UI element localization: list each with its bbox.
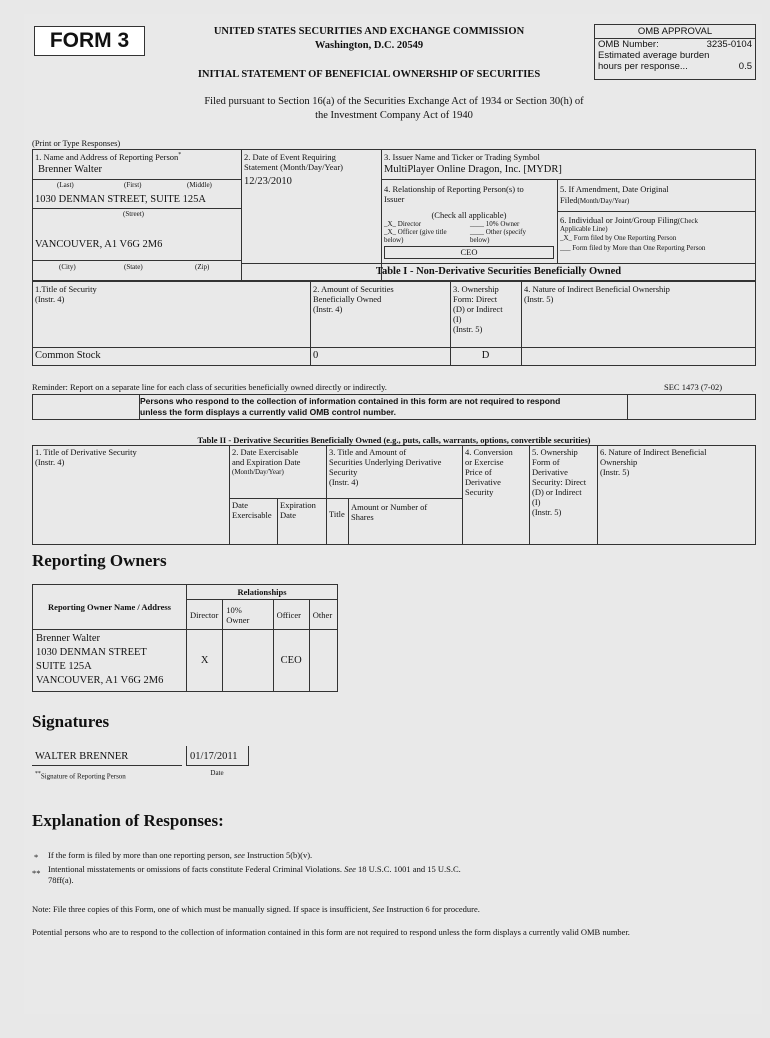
- check-all-label: (Check all applicable): [431, 210, 507, 220]
- omb-number-value: 3235-0104: [706, 39, 752, 50]
- persons-notice-line2: unless the form displays a currently valid OMB control number.: [140, 407, 397, 417]
- omb-burden-line2: hours per response...: [598, 61, 688, 72]
- t1-col1-header: 1.Title of Security (Instr. 4): [35, 284, 97, 304]
- file-note: Note: File three copies of this Form, one of which must be manually signed. If space is insufficient, See Instruction 6 for procedure.: [32, 904, 480, 914]
- reporting-person-name: Brenner Walter: [38, 164, 102, 175]
- ten-percent-owner-checkbox[interactable]: ____ 10% Owner: [470, 220, 520, 228]
- reporting-owners-table: [32, 584, 338, 692]
- reporting-owners-heading: Reporting Owners: [32, 551, 167, 570]
- t2-col1-header: 1. Title of Derivative Security (Instr. 4): [35, 447, 137, 467]
- t2-col2-header: 2. Date Exercisable and Expiration Date (Month/Day/Year): [232, 447, 301, 476]
- print-note: (Print or Type Responses): [32, 138, 121, 148]
- t1-col3-header: 3. Ownership Form: Direct (D) or Indirect (I) (Instr. 5): [453, 284, 503, 334]
- page-title: INITIAL STATEMENT OF BENEFICIAL OWNERSHIP OF SECURITIES: [197, 69, 541, 80]
- note1-text: If the form is filed by more than one reporting person, see Instruction 5(b)(v).: [48, 850, 313, 860]
- event-date-value: 12/23/2010: [244, 176, 292, 187]
- t1-row-security: Common Stock: [35, 350, 101, 361]
- zip-label: (Zip): [195, 263, 210, 271]
- officer-header: Officer: [273, 600, 309, 630]
- box6-label: 6. Individual or Joint/Group Filing(Check: [560, 215, 699, 225]
- director-checkbox[interactable]: _X_ Director: [384, 220, 422, 228]
- agency-name: UNITED STATES SECURITIES AND EXCHANGE COMMISSION: [213, 26, 525, 37]
- t2-col3-amount: Amount or Number of Shares: [351, 502, 428, 522]
- owner-address: Brenner Walter 1030 DENMAN STREET SUITE 125A VANCOUVER, A1 V6G 2M6: [33, 630, 187, 692]
- signatures-heading: Signatures: [32, 712, 110, 731]
- form-3-document: [24, 14, 762, 1014]
- t1-col4-header: 4. Nature of Indirect Beneficial Ownership (Instr. 5): [524, 284, 670, 304]
- t2-col3-title: Title: [329, 509, 345, 519]
- potential-persons-note: Potential persons who are to respond to the collection of information contained in this form are not required to respond unless the form displays a currently valid OMB number.: [32, 927, 630, 937]
- t2-col2-expiration-date: Expiration Date: [280, 500, 316, 520]
- signature-label: **Signature of Reporting Person: [35, 771, 126, 781]
- omb-title: OMB APPROVAL: [595, 25, 755, 39]
- ten-percent-owner-header: 10% Owner: [223, 600, 273, 630]
- box4-label-line2: Issuer: [384, 194, 405, 204]
- box1-label: 1. Name and Address of Reporting Person*: [35, 152, 182, 162]
- box5-label-line1: 5. If Amendment, Date Original: [560, 184, 669, 194]
- date-label: Date: [210, 769, 224, 777]
- omb-burden-value: 0.5: [738, 61, 752, 72]
- t2-col6-header: 6. Nature of Indirect Beneficial Ownership (Instr. 5): [600, 447, 707, 477]
- note1-mark: *: [34, 852, 39, 862]
- state-label: (State): [124, 263, 143, 271]
- box4-label-line1: 4. Relationship of Reporting Person(s) to: [384, 184, 524, 194]
- middle-label: (Middle): [187, 181, 212, 189]
- street-label: (Street): [123, 210, 144, 218]
- omb-approval-box: [594, 24, 756, 80]
- first-label: (First): [124, 181, 142, 189]
- officer-title-value: CEO: [384, 246, 554, 259]
- box6-line2: Applicable Line): [560, 225, 608, 233]
- director-value: X: [187, 630, 223, 692]
- t2-col3-header: 3. Title and Amount of Securities Underlying Derivative Security (Instr. 4): [329, 447, 442, 487]
- reminder-text: Reminder: Report on a separate line for each class of securities beneficially owned directly or indirectly.: [32, 382, 387, 392]
- omb-number-label: OMB Number:: [598, 39, 659, 50]
- filed-pursuant-line1: Filed pursuant to Section 16(a) of the Securities Exchange Act of 1934 or Section 30(h) of: [204, 96, 584, 107]
- other-checkbox[interactable]: ____ Other (specify: [470, 228, 526, 236]
- owner-name-header: Reporting Owner Name / Address: [33, 585, 187, 630]
- reporting-person-address: 1030 DENMAN STREET, SUITE 125A: [35, 194, 207, 205]
- officer-value: CEO: [273, 630, 309, 692]
- other-header: Other: [309, 600, 337, 630]
- officer-below-label: below): [384, 236, 404, 244]
- reporting-person-city: VANCOUVER, A1 V6G 2M6: [35, 239, 163, 250]
- box2-label-line1: 2. Date of Event Requiring: [244, 152, 336, 162]
- box3-label: 3. Issuer Name and Ticker or Trading Symbol: [384, 152, 540, 162]
- omb-burden-line1: Estimated average burden: [598, 50, 710, 61]
- table1-title: Table I - Non-Derivative Securities Beneficially Owned: [375, 266, 622, 277]
- group-filer-option[interactable]: ___ Form filed by More than One Reporting Person: [560, 244, 706, 252]
- officer-checkbox[interactable]: _X_ Officer (give title: [384, 228, 447, 236]
- t2-col4-header: 4. Conversion or Exercise Price of Derivative Security: [465, 447, 513, 497]
- persons-notice-line1: Persons who respond to the collection of information contained in this form are not required to respond: [140, 396, 561, 406]
- city-label: (City): [59, 263, 76, 271]
- relationships-header: Relationships: [187, 585, 338, 600]
- t1-row-amount: 0: [313, 350, 319, 361]
- explanation-heading: Explanation of Responses:: [32, 811, 224, 830]
- t1-row-form: D: [481, 350, 490, 361]
- signature-date: 01/17/2011: [190, 751, 238, 762]
- agency-location: Washington, D.C. 20549: [314, 40, 424, 51]
- box5-label-line2: Filed(Month/Day/Year): [560, 195, 630, 205]
- box2-label-line2: Statement (Month/Day/Year): [244, 162, 343, 172]
- sec-number: SEC 1473 (7-02): [664, 382, 723, 392]
- single-filer-option[interactable]: _X_ Form filed by One Reporting Person: [560, 234, 677, 242]
- issuer-name-value: MultiPlayer Online Dragon, Inc. [MYDR]: [384, 164, 562, 175]
- note2-text: Intentional misstatements or omissions of facts constitute Federal Criminal Violations. See 18 U.S.C. 1001 and 15 U.S.C. 78ff(a).: [48, 864, 461, 885]
- table2-title: Table II - Derivative Securities Beneficially Owned (e.g., puts, calls, warrants, options, convertible securities): [197, 435, 591, 445]
- filed-pursuant-line2: the Investment Company Act of 1940: [315, 110, 473, 121]
- note2-mark: **: [32, 868, 41, 878]
- t2-col5-header: 5. Ownership Form of Derivative Security: Direct (D) or Indirect (I) (Instr. 5): [532, 447, 587, 517]
- director-header: Director: [187, 600, 223, 630]
- form-label: FORM 3: [34, 26, 145, 56]
- signature-name: WALTER BRENNER: [35, 751, 129, 762]
- t1-col2-header: 2. Amount of Securities Beneficially Owned (Instr. 4): [313, 284, 394, 314]
- other-below-label: below): [470, 236, 490, 244]
- t2-col2-date-exercisable: Date Exercisable: [232, 500, 272, 520]
- last-label: (Last): [57, 181, 74, 189]
